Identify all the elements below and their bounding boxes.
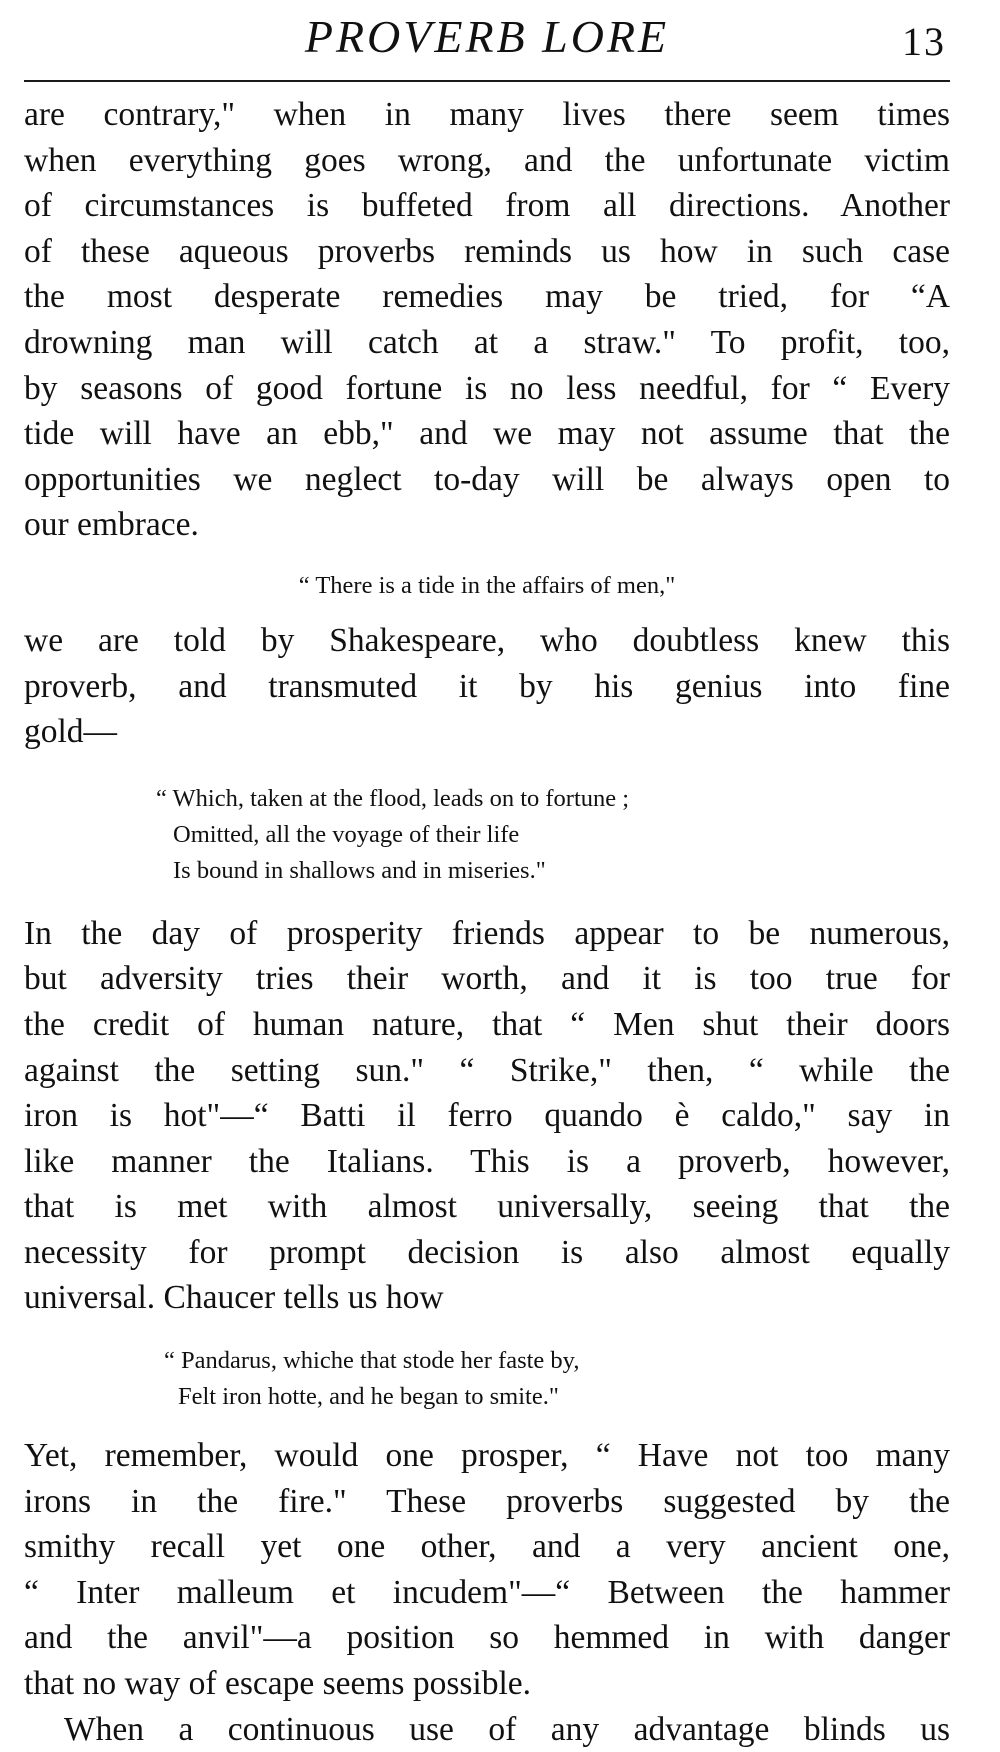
text-line: gold— [24, 713, 118, 751]
text-line: smithy recall yet one other, and a very ancient one, [24, 1528, 950, 1566]
text-line: When a continuous use of any advantage blinds us [64, 1710, 950, 1748]
text-line: our embrace. [24, 506, 199, 544]
text-line: against the setting sun." “ Strike," then, “ while the [24, 1051, 950, 1089]
chaucer-quote [24, 1343, 950, 1415]
paragraph-4 [24, 1433, 950, 1707]
text-line: of these aqueous proverbs reminds us how in such case [24, 232, 950, 270]
text-line: universal. Chaucer tells us how [24, 1279, 444, 1317]
text-line: are contrary," when in many lives there seem times [24, 96, 950, 133]
text-line: that no way of escape seems possible. [24, 1665, 532, 1703]
text-line: when everything goes wrong, and the unfortunate victim [24, 141, 950, 179]
text-line: Yet, remember, would one prosper, “ Have not too many [24, 1437, 950, 1475]
text-line: irons in the fire." These proverbs suggested by the [24, 1482, 950, 1520]
text-line: “ Inter malleum et incudem"—“ Between the hammer [24, 1573, 950, 1611]
text-line: the most desperate remedies may be tried, for “A [24, 278, 950, 316]
text-line: proverb, and transmuted it by his genius into fine [24, 667, 950, 705]
verse-line: “ Which, taken at the flood, leads on to fortune ; [156, 784, 630, 812]
shakespeare-quote-2 [24, 781, 950, 889]
text-line: like manner the Italians. This is a proverb, however, [24, 1142, 950, 1180]
text-line: that is met with almost universally, seeing that the [24, 1188, 950, 1226]
text-line: by seasons of good fortune is no less needful, for “ Every [24, 369, 950, 407]
text-line: and the anvil"—a position so hemmed in with danger [24, 1619, 950, 1657]
page-number: 13 [902, 19, 946, 64]
book-page [24, 0, 950, 1752]
text-line: opportunities we neglect to-day will be always open to [24, 460, 950, 498]
text-line: necessity for prompt decision is also almost equally [24, 1233, 950, 1271]
text-line: but adversity tries their worth, and it is too true for [24, 960, 950, 998]
paragraph-1 [24, 92, 950, 548]
verse-line: Is bound in shallows and in miseries." [173, 856, 546, 884]
running-title: PROVERB LORE [304, 11, 670, 62]
text-line: In the day of prosperity friends appear to be numerous, [24, 914, 950, 952]
paragraph-3 [24, 911, 950, 1321]
text-line: drowning man will catch at a straw." To profit, too, [24, 323, 950, 361]
verse-line: “ Pandarus, whiche that stode her faste by, [164, 1347, 580, 1375]
text-line: the credit of human nature, that “ Men shut their doors [24, 1005, 950, 1043]
text-line: iron is hot"—“ Batti il ferro quando è caldo," say in [24, 1097, 950, 1135]
text-line: of circumstances is buffeted from all directions. Another [24, 187, 950, 225]
text-line: we are told by Shakespeare, who doubtless knew this [24, 621, 950, 659]
page-header [24, 0, 950, 82]
paragraph-2 [24, 618, 950, 755]
paragraph-5 [24, 1707, 950, 1752]
text-line: tide will have an ebb," and we may not assume that the [24, 415, 950, 453]
verse-line: Omitted, all the voyage of their life [173, 820, 520, 848]
verse-line: Felt iron hotte, and he began to smite." [178, 1383, 559, 1411]
shakespeare-quote-1: “ There is a tide in the affairs of men," [298, 571, 676, 599]
